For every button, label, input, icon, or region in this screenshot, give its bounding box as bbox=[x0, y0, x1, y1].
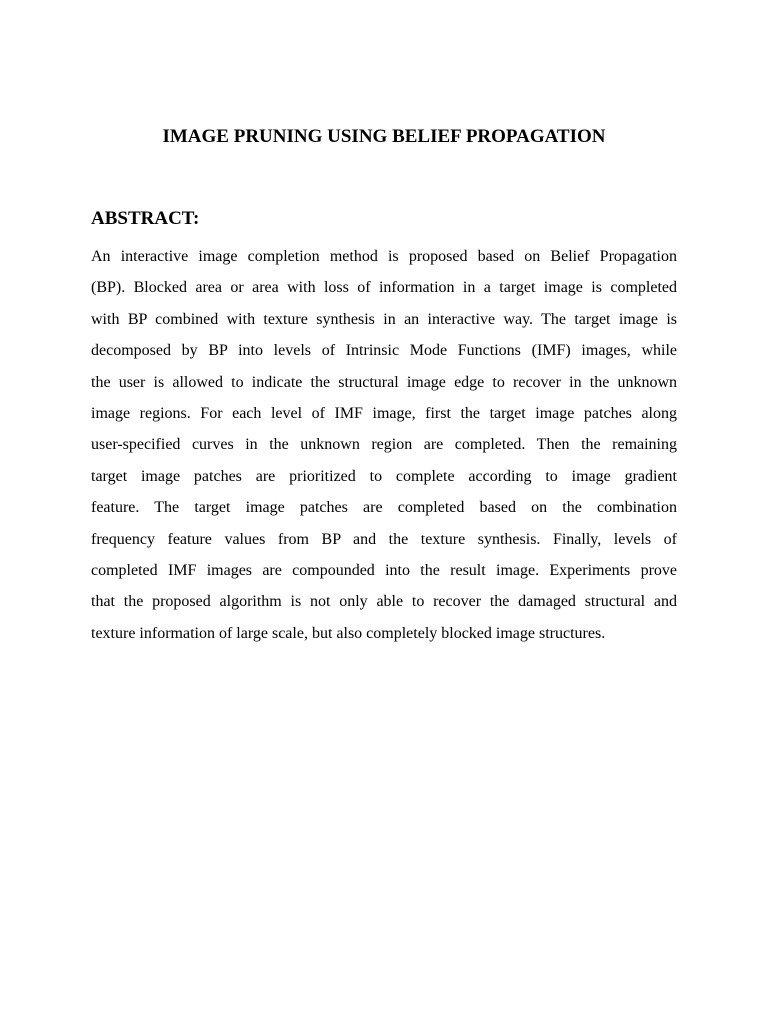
abstract-line: with BP combined with texture synthesis in an interactive way. The target image is bbox=[91, 310, 677, 328]
abstract-line: decomposed by BP into levels of Intrinsic Mode Functions (IMF) images, while bbox=[91, 342, 677, 360]
abstract-line: image regions. For each level of IMF image, first the target image patches along bbox=[91, 404, 677, 422]
abstract-line: frequency feature values from BP and the texture synthesis. Finally, levels of bbox=[91, 530, 677, 548]
abstract-line: feature. The target image patches are completed based on the combination bbox=[91, 499, 677, 517]
abstract-line: texture information of large scale, but also completely blocked image structures. bbox=[91, 624, 606, 642]
abstract-heading: ABSTRACT: bbox=[91, 208, 200, 229]
abstract-line: that the proposed algorithm is not only able to recover the damaged structural and bbox=[91, 593, 677, 611]
abstract-line: target image patches are prioritized to complete according to image gradient bbox=[91, 467, 677, 485]
abstract-line: completed IMF images are compounded into the result image. Experiments prove bbox=[91, 561, 677, 579]
abstract-body bbox=[91, 241, 677, 649]
abstract-line: An interactive image completion method is proposed based on Belief Propagation bbox=[91, 248, 677, 265]
abstract-line: user-specified curves in the unknown region are completed. Then the remaining bbox=[91, 436, 677, 454]
document-title: IMAGE PRUNING USING BELIEF PROPAGATION bbox=[162, 126, 606, 147]
abstract-line: the user is allowed to indicate the structural image edge to recover in the unknown bbox=[91, 373, 677, 391]
abstract-line: (BP). Blocked area or area with loss of information in a target image is completed bbox=[91, 279, 677, 297]
